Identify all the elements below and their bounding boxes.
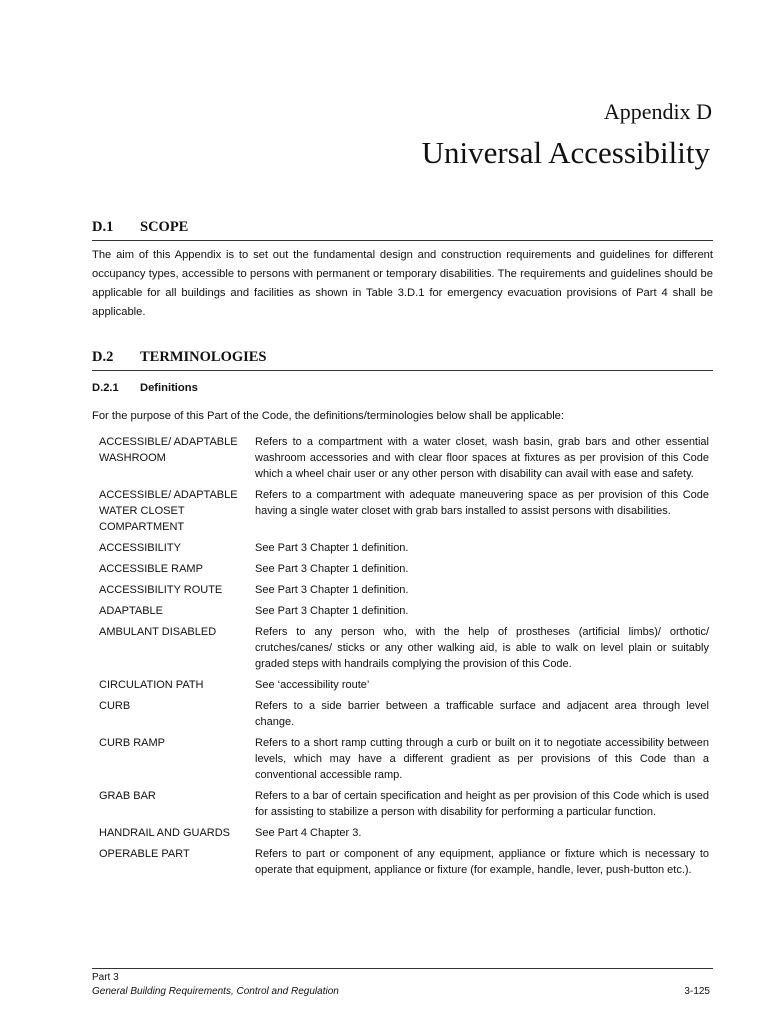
- definition-term: ADAPTABLE: [99, 605, 163, 617]
- definition-description: See Part 3 Chapter 1 definition.: [255, 605, 409, 617]
- definition-term: HANDRAIL AND GUARDS: [99, 827, 231, 839]
- definition-description: See ‘accessibility route’: [255, 679, 370, 691]
- definition-description: See Part 3 Chapter 1 definition.: [255, 542, 409, 554]
- section-title: TERMINOLOGIES: [140, 349, 267, 365]
- definition-term: CIRCULATION PATH: [99, 679, 204, 691]
- definition-description: Refers to a bar of certain specification and height as per provision of this Code which is used for assisting to stabilize a person with disability for performing a particular function.: [255, 790, 709, 818]
- definition-term: ACCESSIBLE RAMP: [99, 563, 203, 575]
- section-heading-terminologies: [92, 349, 713, 371]
- definition-term: ACCESSIBILITY ROUTE: [99, 584, 223, 596]
- section-number: D.1: [92, 219, 114, 235]
- definition-description: See Part 4 Chapter 3.: [255, 827, 362, 839]
- definition-term: ACCESSIBLE/ ADAPTABLE WATER CLOSET COMPARTMENT: [99, 489, 238, 533]
- definition-row: [92, 487, 713, 540]
- definition-term: AMBULANT DISABLED: [99, 626, 217, 638]
- page-title: Universal Accessibility: [421, 135, 710, 170]
- definition-description: Refers to a compartment with a water closet, wash basin, grab bars and other essential washroom accessories and with clear floor spaces at fixtures as per provision of this Code which a wheel chair user or any other person with disability can avail with ease and safety.: [255, 436, 709, 480]
- definition-row: [92, 540, 713, 561]
- definition-description: Refers to a short ramp cutting through a curb or built on it to negotiate accessibility between levels, which may have a different gradient as per provisions of this Code than a conventional accessible ramp.: [255, 737, 709, 781]
- section-title: SCOPE: [140, 219, 189, 235]
- definition-row: [92, 788, 713, 825]
- footer-divider: [92, 968, 713, 969]
- definition-row: [92, 603, 713, 624]
- footer-subtitle: General Building Requirements, Control and Regulation: [92, 986, 339, 997]
- definitions-table: [92, 434, 713, 883]
- definition-row: [92, 825, 713, 846]
- definition-description: Refers to any person who, with the help of prostheses (artificial limbs)/ orthotic/ crutches/canes/ sticks or any other walking aid, is able to walk on level plain or suitably graded steps with handrails complying the provision of this Code.: [255, 626, 709, 670]
- appendix-label: Appendix D: [603, 99, 712, 124]
- definition-row: [92, 846, 713, 883]
- definition-description: Refers to a side barrier between a trafficable surface and adjacent area through level change.: [255, 700, 709, 728]
- definition-term: CURB: [99, 700, 131, 712]
- subsection-number: D.2.1: [92, 382, 119, 394]
- section-heading-scope: [92, 219, 713, 241]
- definition-row: [92, 582, 713, 603]
- definition-term: OPERABLE PART: [99, 848, 190, 860]
- scope-paragraph: The aim of this Appendix is to set out the fundamental design and construction requirements and guidelines for different occupancy types, accessible to persons with permanent or temporary disabilities. The requirements and guidelines should be applicable for all buildings and facilities as shown in Table 3.D.1 for emergency evacuation provisions of Part 4 shall be applicable.: [92, 249, 713, 318]
- definition-term: ACCESSIBILITY: [99, 542, 181, 554]
- definition-description: Refers to a compartment with adequate maneuvering space as per provision of this Code having a single water closet with grab bars installed to assist persons with disabilities.: [255, 489, 709, 517]
- definition-description: See Part 3 Chapter 1 definition.: [255, 563, 409, 575]
- subsection-heading-definitions: [92, 382, 198, 394]
- definition-description: Refers to part or component of any equipment, appliance or fixture which is necessary to operate that equipment, appliance or fixture (for example, handle, lever, push-button etc.).: [255, 848, 709, 876]
- definition-row: [92, 561, 713, 582]
- definition-row: [92, 624, 713, 677]
- definition-term: ACCESSIBLE/ ADAPTABLE WASHROOM: [99, 436, 238, 464]
- definition-row: [92, 434, 713, 487]
- definitions-intro: For the purpose of this Part of the Code, the definitions/terminologies below shall be applicable:: [92, 410, 565, 422]
- page-number: 3-125: [684, 986, 710, 997]
- definition-description: See Part 3 Chapter 1 definition.: [255, 584, 409, 596]
- section-number: D.2: [92, 349, 114, 365]
- definition-row: [92, 698, 713, 735]
- definition-row: [92, 735, 713, 788]
- definition-term: CURB RAMP: [99, 737, 166, 749]
- footer-part: Part 3: [92, 972, 119, 983]
- definition-term: GRAB BAR: [99, 790, 156, 802]
- definition-row: [92, 677, 713, 698]
- subsection-title: Definitions: [140, 382, 198, 394]
